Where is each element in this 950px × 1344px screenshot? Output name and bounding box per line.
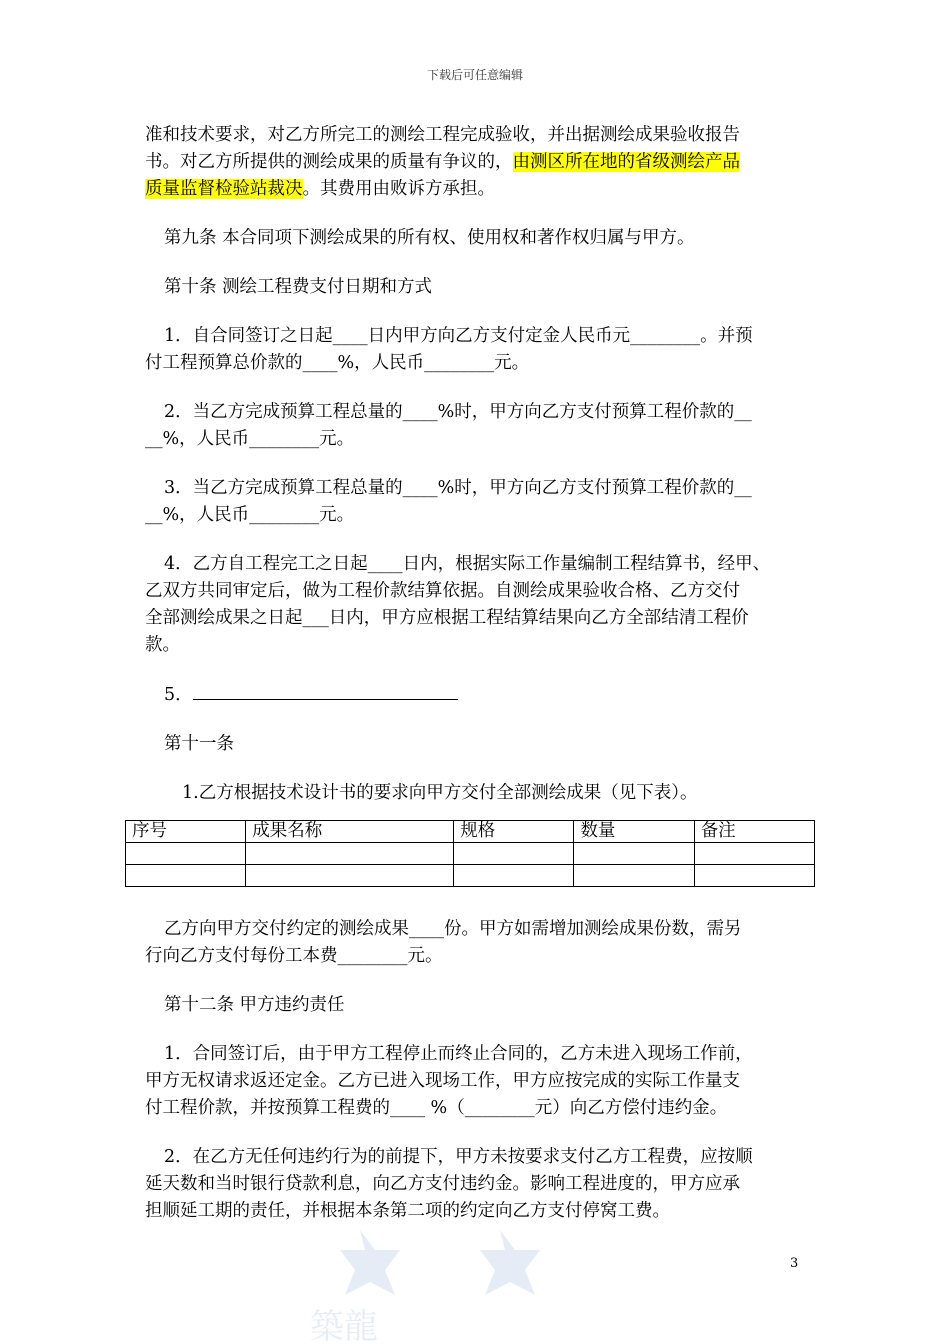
clause-10-4-cont: 全部测绘成果之日起___日内，甲方应根据工程结算结果向乙方全部结清工程价 xyxy=(145,608,749,628)
paragraph-line xyxy=(145,176,810,203)
clause-10-3: 3．当乙方完成预算工程总量的____%时，甲方向乙方支付预算工程价款的__ xyxy=(164,478,752,498)
results-table xyxy=(125,820,815,887)
clause-11-1: 1.乙方根据技术设计书的要求向甲方交付全部测绘成果（见下表）。 xyxy=(182,783,698,803)
page-number: 3 xyxy=(790,1256,799,1271)
clause-12-2-cont: 延天数和当时银行贷款利息，向乙方支付违约金。影响工程进度的，甲方应承 xyxy=(145,1174,740,1194)
table-cell xyxy=(126,865,246,887)
table-row xyxy=(126,843,815,865)
table-header-cell: 成果名称 xyxy=(246,821,454,843)
text-span: 书。对乙方所提供的测绘成果的质量有争议的， xyxy=(145,152,513,172)
table-cell xyxy=(574,843,694,865)
table-row xyxy=(126,865,815,887)
table-cell xyxy=(694,865,814,887)
after-table-paragraph: 乙方向甲方交付约定的测绘成果____份。甲方如需增加测绘成果份数，需另 xyxy=(164,919,742,939)
table-cell xyxy=(454,843,574,865)
clause-number: 5． xyxy=(164,685,193,705)
article-9: 第九条 本合同项下测绘成果的所有权、使用权和著作权归属与甲方。 xyxy=(164,228,695,248)
fill-in-blank xyxy=(193,681,458,700)
article-11-title: 第十一条 xyxy=(164,734,234,754)
table-cell xyxy=(694,843,814,865)
clause-10-1: 1．自合同签订之日起____日内甲方向乙方支付定金人民币元________。并预 xyxy=(164,326,753,346)
table-cell xyxy=(126,843,246,865)
paragraph-line xyxy=(145,149,810,176)
table-header-cell: 数量 xyxy=(574,821,694,843)
table-cell xyxy=(454,865,574,887)
article-12-title: 第十二条 甲方违约责任 xyxy=(164,995,345,1015)
highlighted-text: 质量监督检验站裁决 xyxy=(145,179,303,199)
clause-10-1-cont: 付工程预算总价款的____%，人民币________元。 xyxy=(145,353,530,373)
clause-10-4-cont: 乙双方共同审定后，做为工程价款结算依据。自测绘成果验收合格、乙方交付 xyxy=(145,581,740,601)
clause-10-4: 4．乙方自工程完工之日起____日内，根据实际工作量编制工程结算书，经甲、 xyxy=(164,554,771,574)
table-cell xyxy=(246,865,454,887)
text-span: 。其费用由败诉方承担。 xyxy=(302,179,495,199)
after-table-paragraph-cont: 行向乙方支付每份工本费________元。 xyxy=(145,946,443,966)
clause-10-2: 2．当乙方完成预算工程总量的____%时，甲方向乙方支付预算工程价款的__ xyxy=(164,402,752,422)
table-header-cell: 规格 xyxy=(454,821,574,843)
clause-12-1: 1．合同签订后，由于甲方工程停止而终止合同的，乙方未进入现场工作前， xyxy=(164,1044,753,1064)
table-cell xyxy=(574,865,694,887)
table-cell xyxy=(246,843,454,865)
clause-10-3-cont: __%，人民币________元。 xyxy=(145,505,355,525)
watermark-text: 築龍 xyxy=(310,1307,378,1344)
article-10-title: 第十条 测绘工程费支付日期和方式 xyxy=(164,277,433,297)
clause-12-1-cont: 甲方无权请求返还定金。乙方已进入现场工作，甲方应按完成的实际工作量支 xyxy=(145,1071,740,1091)
clause-10-5 xyxy=(145,681,810,709)
table-header-row xyxy=(126,821,815,843)
table-header-cell: 序号 xyxy=(126,821,246,843)
watermark-logo xyxy=(300,1220,600,1344)
clause-12-1-cont: 付工程价款，并按预算工程费的____ %（________元）向乙方偿付违约金。 xyxy=(145,1098,728,1118)
document-body xyxy=(145,122,810,807)
clause-10-4-cont: 款。 xyxy=(145,635,180,655)
page-header: 下载后可任意编辑 xyxy=(426,68,523,82)
highlighted-text: 由测区所在地的省级测绘产品 xyxy=(512,152,740,172)
document-body-lower xyxy=(145,916,810,1225)
clause-10-2-cont: __%，人民币________元。 xyxy=(145,429,355,449)
clause-12-2: 2．在乙方无任何违约行为的前提下，甲方未按要求支付乙方工程费，应按顺 xyxy=(164,1147,753,1167)
paragraph-line: 准和技术要求，对乙方所完工的测绘工程完成验收，并出据测绘成果验收报告 xyxy=(145,125,740,145)
table-header-cell: 备注 xyxy=(694,821,814,843)
clause-12-2-cont: 担顺延工期的责任，并根据本条第二项的约定向乙方支付停窝工费。 xyxy=(145,1201,670,1221)
